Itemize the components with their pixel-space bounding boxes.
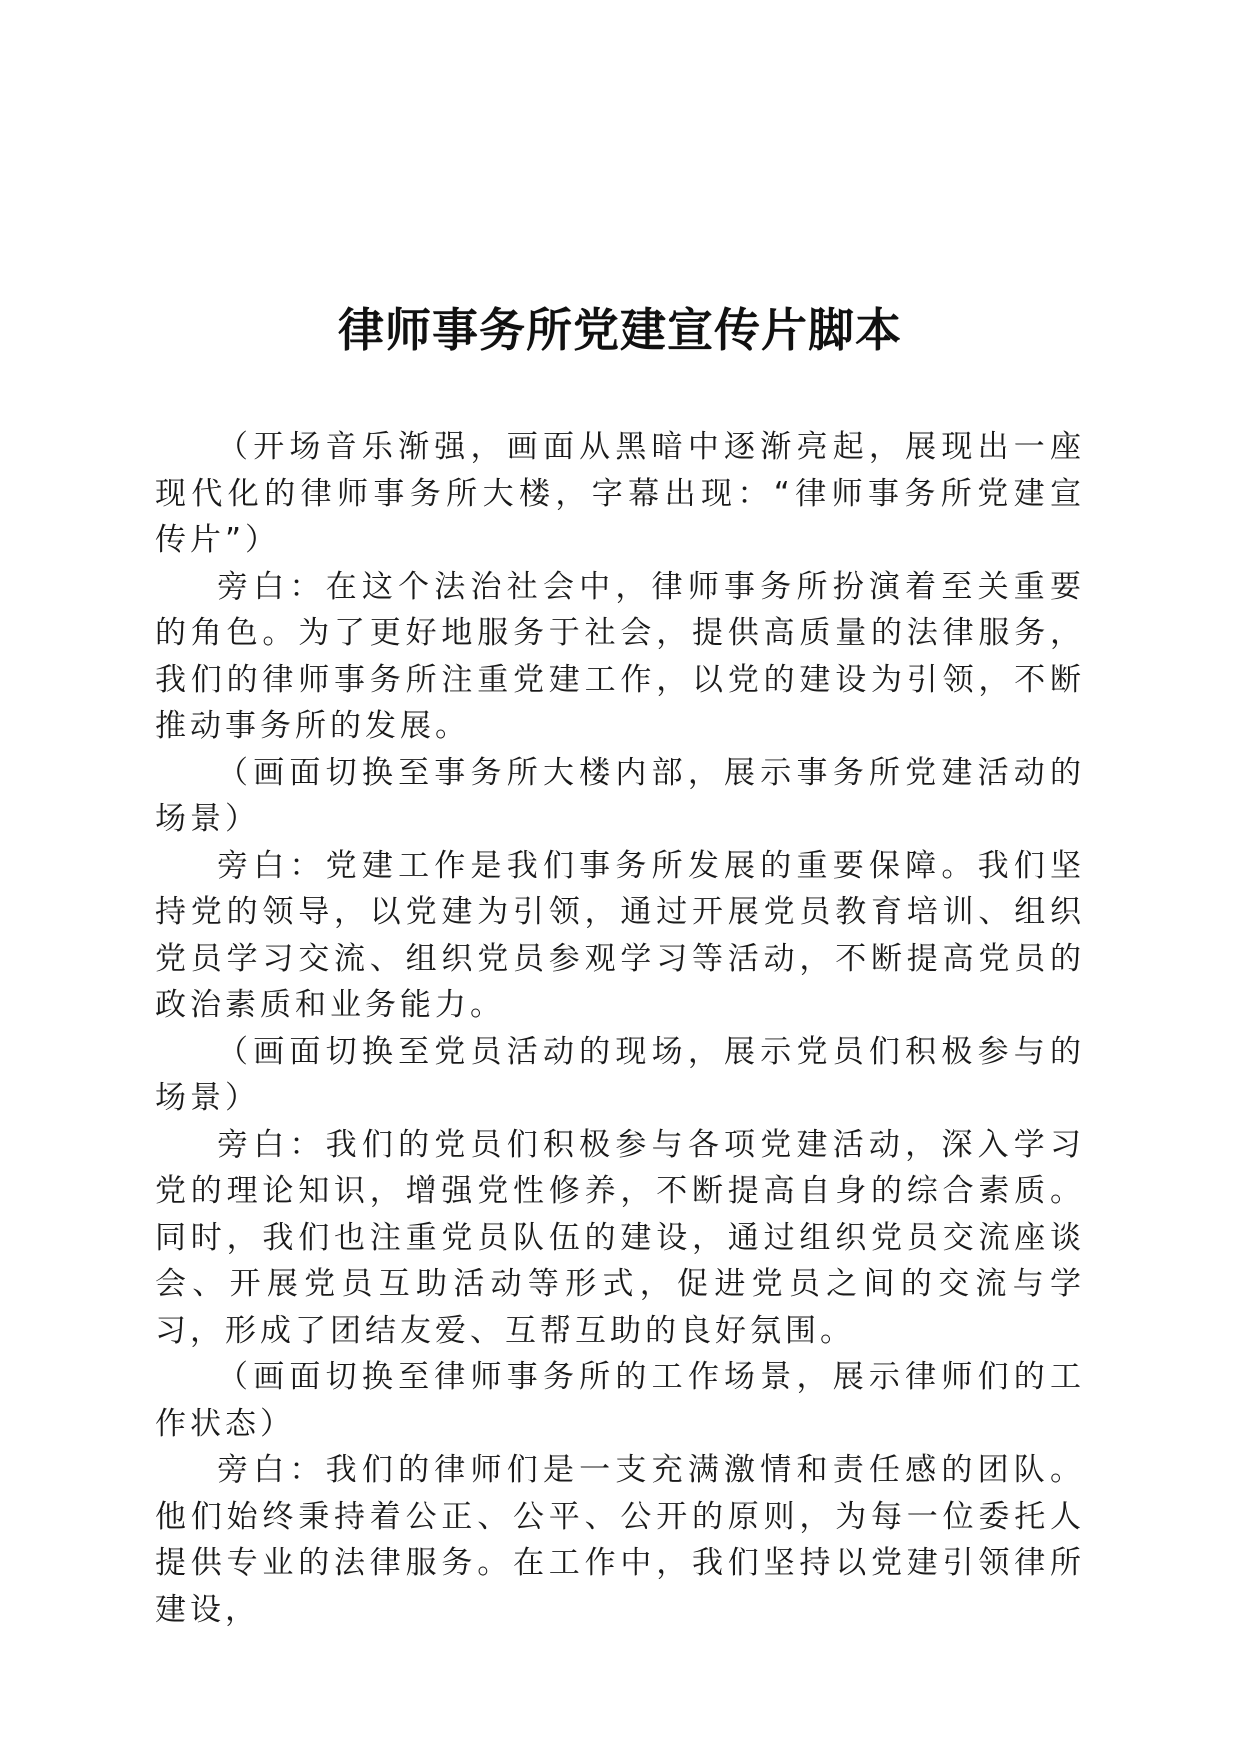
document-title: 律师事务所党建宣传片脚本 bbox=[338, 303, 902, 357]
paragraph-narration-1: 旁白：在这个法治社会中，律师事务所扮演着至关重要的角色。为了更好地服务于社会，提供高质量的法律服务，我们的律师事务所注重党建工作，以党的建设为引领，不断推动事务所的发展。 bbox=[155, 568, 1085, 744]
paragraph-scene-work: （画面切换至律师事务所的工作场景，展示律师们的工作状态） bbox=[155, 1359, 1085, 1442]
paragraph-narration-4: 旁白：我们的律师们是一支充满激情和责任感的团队。他们始终秉持着公正、公平、公开的原则，为每一位委托人提供专业的法律服务。在工作中，我们坚持以党建引领律所建设， bbox=[155, 1452, 1085, 1628]
paragraph-opening-scene: （开场音乐渐强，画面从黑暗中逐渐亮起，展现出一座现代化的律师事务所大楼，字幕出现：“律师事务所党建宣传片”） bbox=[155, 429, 1085, 558]
paragraph-narration-3: 旁白：我们的党员们积极参与各项党建活动，深入学习党的理论知识，增强党性修养，不断提高自身的综合素质。同时，我们也注重党员队伍的建设，通过组织党员交流座谈会、开展党员互助活动等形式，促进党员之间的交流与学习，形成了团结友爱、互帮互助的良好氛围。 bbox=[155, 1126, 1085, 1349]
paragraph-scene-activity: （画面切换至党员活动的现场，展示党员们积极参与的场景） bbox=[155, 1033, 1085, 1116]
paragraph-scene-interior: （画面切换至事务所大楼内部，展示事务所党建活动的场景） bbox=[155, 754, 1085, 837]
paragraph-narration-2: 旁白：党建工作是我们事务所发展的重要保障。我们坚持党的领导，以党建为引领，通过开展党员教育培训、组织党员学习交流、组织党员参观学习等活动，不断提高党员的政治素质和业务能力。 bbox=[155, 847, 1085, 1023]
document-body bbox=[155, 424, 1085, 1633]
